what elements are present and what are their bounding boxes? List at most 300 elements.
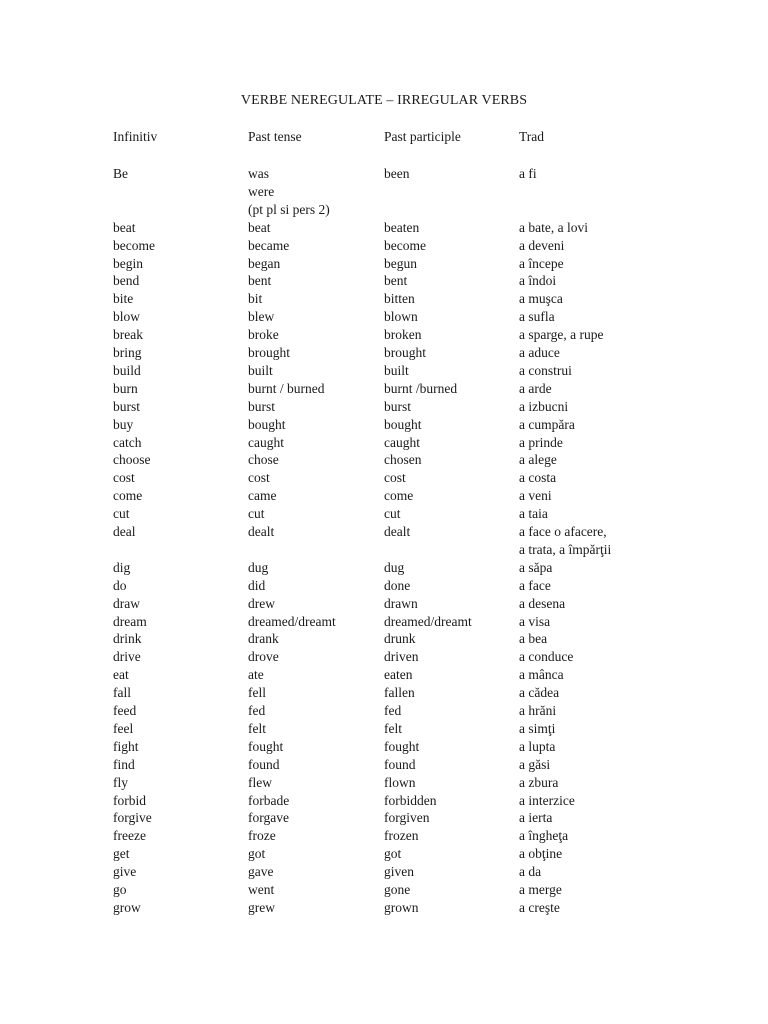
cell-trad [519, 666, 564, 684]
cell-line: beat [113, 219, 136, 235]
cell-line: forbid [113, 792, 146, 808]
cell-past-tense [248, 308, 274, 326]
table-row [0, 237, 768, 255]
cell-line: were [248, 183, 275, 199]
cell-line: a conduce [519, 649, 574, 665]
cell-trad [519, 487, 552, 505]
cell-line: cut [113, 506, 130, 522]
cell-past-tense [248, 809, 289, 827]
cell-line: a veni [519, 488, 552, 504]
cell-past-participle [384, 684, 415, 702]
cell-line: a obţine [519, 846, 563, 862]
cell-line: fought [248, 738, 284, 754]
cell-line: buy [113, 416, 134, 432]
cell-past-participle [384, 362, 409, 380]
cell-line: drove [248, 649, 279, 665]
cell-past-tense [248, 684, 266, 702]
cell-past-tense [248, 505, 265, 523]
table-row [0, 308, 768, 326]
cell-line: bit [248, 291, 263, 307]
cell-line: dig [113, 559, 131, 575]
table-row [0, 487, 768, 505]
cell-line: built [384, 362, 409, 378]
cell-trad [519, 219, 588, 237]
table-row [0, 863, 768, 881]
table-row [0, 326, 768, 344]
cell-infinitiv [113, 827, 146, 845]
cell-trad [519, 577, 551, 595]
cell-trad [519, 684, 559, 702]
table-row [0, 881, 768, 899]
table-row [0, 434, 768, 452]
cell-line: ate [248, 667, 264, 683]
cell-infinitiv [113, 308, 140, 326]
cell-past-tense [248, 344, 290, 362]
cell-line: brought [248, 345, 290, 360]
cell-trad [519, 505, 548, 523]
cell-line: feel [113, 720, 134, 736]
cell-line: drank [248, 631, 279, 647]
cell-past-tense [248, 738, 283, 756]
cell-line: found [384, 756, 416, 772]
cell-infinitiv [113, 720, 133, 738]
cell-line: begun [384, 255, 417, 271]
cell-past-tense [248, 237, 289, 255]
cell-past-tense [248, 577, 265, 595]
cell-past-participle [384, 272, 407, 290]
cell-infinitiv [113, 380, 138, 398]
cell-line: forgave [248, 810, 289, 826]
cell-infinitiv [113, 881, 127, 899]
table-row [0, 702, 768, 720]
cell-infinitiv [113, 756, 135, 774]
cell-line: a hrăni [519, 703, 557, 718]
cell-line: fell [248, 685, 266, 701]
cell-past-tense [248, 756, 280, 774]
cell-past-tense [248, 720, 266, 738]
cell-line: a face o afacere, [519, 524, 607, 539]
cell-trad [519, 398, 568, 416]
cell-line: drink [113, 631, 142, 647]
cell-infinitiv [113, 362, 141, 380]
cell-line: cost [248, 470, 270, 486]
cell-line: eat [113, 667, 129, 683]
cell-line: blown [384, 309, 418, 325]
cell-line: dealt [248, 524, 275, 539]
cell-past-participle [384, 487, 413, 505]
cell-infinitiv [113, 738, 139, 756]
cell-past-tense [248, 613, 336, 631]
cell-line: go [113, 882, 127, 897]
cell-line: feed [113, 703, 137, 718]
cell-line: dealt [384, 524, 411, 539]
cell-line: grow [113, 899, 141, 915]
cell-trad [519, 434, 563, 452]
cell-past-participle [384, 756, 416, 774]
cell-line: a face [519, 577, 551, 593]
cell-past-participle [384, 648, 419, 666]
cell-past-participle [384, 326, 422, 344]
cell-trad [519, 362, 572, 380]
cell-line: give [113, 864, 137, 880]
cell-line: choose [113, 452, 151, 468]
cell-line: given [384, 864, 414, 880]
cell-past-participle [384, 308, 418, 326]
cell-past-participle [384, 792, 436, 810]
cell-past-participle [384, 416, 422, 434]
cell-trad [519, 523, 611, 559]
cell-line: was [248, 166, 269, 181]
cell-line: blow [113, 309, 140, 325]
cell-past-tense [248, 702, 265, 720]
cell-line: a fi [519, 166, 537, 181]
cell-past-tense [248, 380, 325, 398]
cell-past-participle [384, 881, 410, 899]
cell-past-participle [384, 666, 412, 684]
cell-line: a bate, a lovi [519, 219, 588, 235]
cell-line: a aduce [519, 345, 560, 360]
cell-line: done [384, 577, 411, 593]
table-row [0, 756, 768, 774]
cell-trad [519, 237, 564, 255]
cell-line: bent [248, 273, 272, 289]
cell-trad [519, 272, 556, 290]
cell-trad [519, 630, 547, 648]
cell-infinitiv [113, 774, 128, 792]
cell-past-participle [384, 380, 457, 398]
cell-infinitiv [113, 899, 141, 917]
cell-line: come [113, 488, 143, 504]
table-row [0, 165, 768, 219]
cell-infinitiv [113, 684, 131, 702]
cell-line: burn [113, 380, 138, 396]
cell-line: bring [113, 345, 142, 360]
cell-trad [519, 738, 555, 756]
cell-line: a visa [519, 613, 551, 629]
cell-line: drawn [384, 595, 418, 611]
cell-line: a creşte [519, 899, 560, 915]
cell-trad [519, 165, 537, 183]
cell-infinitiv [113, 613, 147, 631]
cell-trad [519, 845, 562, 863]
cell-line: dream [113, 613, 147, 629]
cell-line: broken [384, 327, 422, 343]
cell-trad [519, 648, 573, 666]
cell-line: came [248, 488, 277, 504]
cell-infinitiv [113, 165, 128, 183]
cell-line: a sufla [519, 309, 555, 325]
cell-past-participle [384, 398, 411, 416]
cell-past-participle [384, 774, 416, 792]
cell-line: felt [384, 720, 402, 736]
cell-line: felt [248, 720, 266, 736]
cell-past-participle [384, 845, 401, 863]
cell-line: flew [248, 774, 272, 790]
cell-line: a ierta [519, 810, 553, 826]
cell-past-participle [384, 595, 418, 613]
cell-past-tense [248, 666, 264, 684]
table-row [0, 720, 768, 738]
cell-trad [519, 720, 555, 738]
table-row [0, 272, 768, 290]
cell-line: fight [113, 738, 139, 754]
cell-trad [519, 899, 560, 917]
cell-line: a desena [519, 595, 566, 611]
cell-past-tense [248, 845, 265, 863]
cell-past-tense [248, 523, 274, 541]
cell-infinitiv [113, 344, 142, 362]
cell-past-participle [384, 165, 409, 183]
cell-line: bite [113, 291, 134, 307]
cell-line: fed [384, 703, 402, 718]
cell-line: flown [384, 774, 416, 790]
cell-line: fought [384, 738, 420, 754]
cell-infinitiv [113, 666, 129, 684]
cell-past-tense [248, 827, 276, 845]
cell-line: beat [248, 219, 271, 235]
cell-line: cost [113, 470, 135, 486]
cell-infinitiv [113, 792, 146, 810]
cell-line: became [248, 237, 290, 253]
cell-line: got [384, 846, 402, 862]
cell-past-tense [248, 219, 271, 237]
cell-line: a săpa [519, 559, 553, 575]
table-row [0, 219, 768, 237]
cell-line: been [384, 166, 410, 181]
cell-past-tense [248, 630, 279, 648]
cell-line: burst [248, 398, 275, 414]
cell-trad [519, 469, 556, 487]
cell-line: gave [248, 864, 274, 880]
cell-infinitiv [113, 630, 142, 648]
page-title: VERBE NEREGULATE – IRREGULAR VERBS [240, 93, 528, 108]
cell-line: a izbucni [519, 398, 569, 414]
cell-line: chosen [384, 452, 422, 468]
cell-infinitiv [113, 398, 140, 416]
cell-past-tense [248, 290, 262, 308]
table-row [0, 255, 768, 273]
cell-line: caught [384, 434, 420, 450]
table-row [0, 344, 768, 362]
cell-line: a trata, a împărţii [519, 541, 612, 557]
cell-line: forgiven [384, 810, 430, 826]
table-row [0, 577, 768, 595]
table-row [0, 684, 768, 702]
cell-infinitiv [113, 469, 135, 487]
cell-past-tense [248, 362, 273, 380]
cell-infinitiv [113, 326, 143, 344]
table-row [0, 451, 768, 469]
table-row [0, 845, 768, 863]
cell-trad [519, 827, 568, 845]
cell-line: catch [113, 434, 142, 450]
cell-line: a alege [519, 452, 557, 468]
cell-past-tense [248, 165, 330, 219]
cell-line: get [113, 846, 130, 862]
cell-infinitiv [113, 219, 136, 237]
cell-infinitiv [113, 290, 133, 308]
cell-past-tense [248, 326, 279, 344]
cell-infinitiv [113, 577, 127, 595]
cell-past-participle [384, 505, 401, 523]
cell-past-participle [384, 720, 402, 738]
header-past-tense: Past tense [248, 129, 302, 144]
table-row [0, 809, 768, 827]
cell-past-participle [384, 290, 415, 308]
table-row [0, 827, 768, 845]
cell-past-tense [248, 863, 273, 881]
cell-past-participle [384, 219, 419, 237]
cell-line: Be [113, 166, 128, 181]
cell-past-participle [384, 630, 416, 648]
cell-line: gone [384, 882, 411, 897]
table-row [0, 523, 768, 559]
cell-trad [519, 416, 575, 434]
cell-line: (pt pl si pers 2) [248, 201, 330, 217]
cell-past-participle [384, 863, 414, 881]
table-row [0, 559, 768, 577]
cell-line: a îndoi [519, 273, 557, 289]
table-header [0, 129, 768, 147]
cell-trad [519, 326, 603, 344]
cell-infinitiv [113, 523, 136, 541]
cell-line: eaten [384, 667, 413, 683]
cell-past-tense [248, 595, 275, 613]
cell-trad [519, 344, 560, 362]
cell-line: did [248, 577, 266, 593]
cell-trad [519, 863, 541, 881]
cell-past-tense [248, 416, 286, 434]
cell-line: grew [248, 899, 275, 915]
cell-line: a construi [519, 362, 572, 378]
cell-trad [519, 613, 550, 631]
table-row [0, 630, 768, 648]
cell-past-tense [248, 272, 271, 290]
cell-past-tense [248, 899, 275, 917]
cell-line: deal [113, 524, 136, 539]
cell-line: bend [113, 273, 140, 289]
cell-past-participle [384, 523, 410, 541]
table-row [0, 362, 768, 380]
cell-line: a muşca [519, 291, 563, 307]
cell-line: build [113, 362, 141, 378]
cell-line: a zbura [519, 774, 559, 790]
cell-line: a începe [519, 255, 564, 271]
cell-trad [519, 774, 558, 792]
cell-line: cut [384, 506, 401, 522]
cell-past-participle [384, 237, 426, 255]
cell-line: dug [384, 559, 405, 575]
cell-line: a mânca [519, 667, 564, 683]
cell-line: a arde [519, 380, 552, 396]
cell-line: chose [248, 452, 279, 468]
cell-line: driven [384, 649, 419, 665]
cell-trad [519, 290, 563, 308]
cell-trad [519, 595, 565, 613]
cell-past-tense [248, 792, 289, 810]
cell-trad [519, 380, 552, 398]
cell-line: a sparge, a rupe [519, 327, 604, 343]
cell-line: a interzice [519, 792, 575, 808]
cell-line: a bea [519, 631, 548, 647]
cell-past-tense [248, 487, 276, 505]
cell-trad [519, 702, 556, 720]
cell-line: frozen [384, 828, 419, 844]
cell-line: a cumpăra [519, 416, 575, 432]
cell-past-tense [248, 398, 275, 416]
cell-past-participle [384, 559, 404, 577]
cell-line: froze [248, 828, 276, 844]
cell-line: drive [113, 649, 141, 665]
cell-past-participle [384, 613, 472, 631]
cell-infinitiv [113, 487, 142, 505]
cell-line: forbidden [384, 792, 437, 808]
cell-line: built [248, 362, 273, 378]
cell-trad [519, 809, 552, 827]
cell-line: fallen [384, 685, 415, 701]
cell-line: caught [248, 434, 284, 450]
cell-trad [519, 308, 555, 326]
cell-past-tense [248, 559, 268, 577]
table-row [0, 469, 768, 487]
table-row [0, 738, 768, 756]
cell-past-tense [248, 774, 272, 792]
cell-line: beaten [384, 219, 420, 235]
cell-line: went [248, 882, 275, 897]
cell-infinitiv [113, 434, 141, 452]
cell-trad [519, 559, 552, 577]
cell-infinitiv [113, 863, 136, 881]
cell-line: burnt /burned [384, 380, 458, 396]
cell-trad [519, 756, 550, 774]
table-row [0, 380, 768, 398]
cell-past-participle [384, 344, 426, 362]
cell-line: break [113, 327, 143, 343]
table-row [0, 648, 768, 666]
table-row [0, 505, 768, 523]
cell-line: cut [248, 506, 265, 522]
cell-infinitiv [113, 559, 130, 577]
cell-line: cost [384, 470, 406, 486]
cell-line: a îngheţa [519, 828, 569, 844]
cell-line: a lupta [519, 738, 556, 754]
cell-line: brought [384, 345, 426, 360]
cell-line: draw [113, 595, 140, 611]
cell-infinitiv [113, 648, 141, 666]
cell-past-participle [384, 451, 422, 469]
cell-infinitiv [113, 255, 143, 273]
cell-line: freeze [113, 828, 146, 844]
cell-line: bought [384, 416, 422, 432]
cell-trad [519, 881, 562, 899]
cell-line: began [248, 255, 281, 271]
cell-line: bitten [384, 291, 415, 307]
cell-infinitiv [113, 505, 130, 523]
cell-trad [519, 792, 575, 810]
cell-past-participle [384, 434, 420, 452]
cell-past-participle [384, 738, 419, 756]
cell-past-tense [248, 451, 279, 469]
cell-line: drew [248, 595, 275, 611]
cell-past-tense [248, 434, 284, 452]
cell-line: blew [248, 309, 275, 325]
cell-past-participle [384, 469, 406, 487]
cell-line: a găsi [519, 756, 551, 772]
cell-line: a cădea [519, 685, 560, 701]
cell-line: dug [248, 559, 269, 575]
header-trad: Trad [519, 129, 545, 144]
cell-trad [519, 255, 564, 273]
